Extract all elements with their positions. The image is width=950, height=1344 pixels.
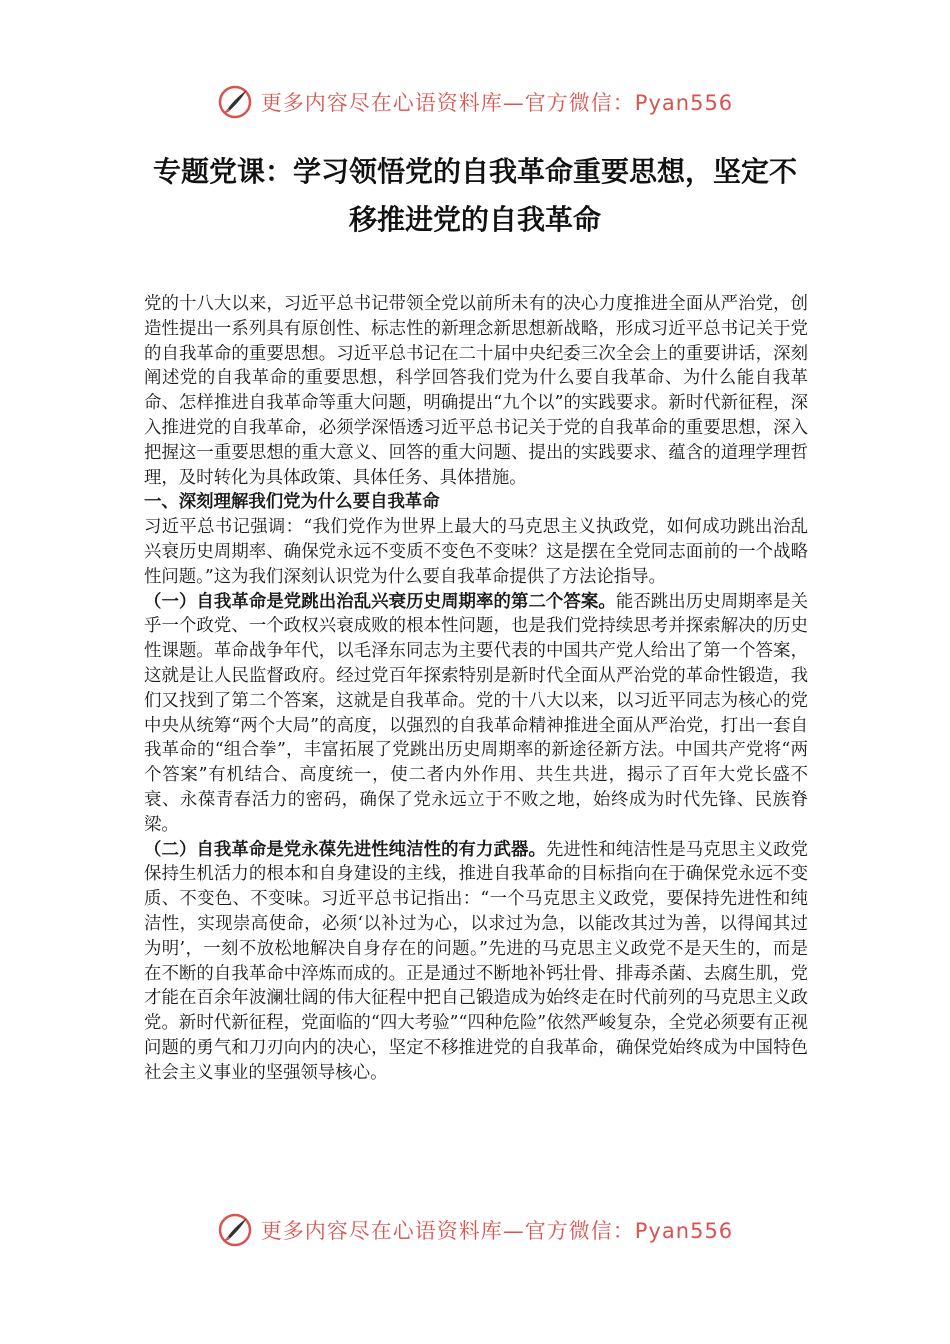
document-body (144, 292, 808, 1086)
point-2-heading: （二）自我革命是党永葆先进性纯洁性的有力武器。 (144, 839, 546, 860)
point-2-paragraph (144, 838, 808, 1086)
page-title: 专题党课：学习领悟党的自我革命重要思想，坚定不移推进党的自我革命 (152, 155, 797, 236)
watermark-text: 更多内容尽在心语资料库—官方微信：Pyan556 (260, 1219, 734, 1243)
point-1-heading: （一）自我革命是党跳出治乱兴衰历史周期率的第二个答案。 (144, 591, 616, 612)
watermark-banner-top (0, 82, 950, 122)
point-1-paragraph (144, 590, 808, 838)
watermark-banner-bottom (0, 1210, 950, 1250)
watermark-text: 更多内容尽在心语资料库—官方微信：Pyan556 (260, 91, 734, 115)
point-2-body: 先进性和纯洁性是马克思主义政党保持生机活力的根本和自身建设的主线，推进自我革命的目标指向在于确保党永远不变质、不变色、不变味。习近平总书记指出：“一个马克思主义政党，要保持先进性和纯洁性，实现崇高使命，必须‘以补过为心，以求过为急，以能改其过为善，以得闻其过为明’，一刻不放松地解决自身存在的问题。”先进的马克思主义政党不是天生的，而是在不断的自我革命中淬炼而成的。正是通过不断地补钙壮骨、排毒杀菌、去腐生肌，党才能在百余年波澜壮阔的伟大征程中把自己锻造成为始终走在时代前列的马克思主义政党。新时代新征程，党面临的“四大考验”“四种危险”依然严峻复杂，全党必须要有正视问题的勇气和刀刃向内的决心，坚定不移推进党的自我革命，确保党始终成为中国特色社会主义事业的坚强领导核心。 (144, 839, 808, 1083)
section-1-lead-paragraph: 习近平总书记强调：“我们党作为世界上最大的马克思主义执政党，如何成功跳出治乱兴衰历史周期率、确保党永远不变质不变色不变味？这是摆在全党同志面前的一个战略性问题。”这为我们深刻认识党为什么要自我革命提供了方法论指导。 (144, 517, 808, 587)
point-1-body: 能否跳出历史周期率是关乎一个政党、一个政权兴衰成败的根本性问题，也是我们党持续思考并探索解决的历史性课题。革命战争年代，以毛泽东同志为主要代表的中国共产党人给出了第一个答案，这就是让人民监督政府。经过党百年探索特别是新时代全面从严治党的革命性锻造，我们又找到了第二个答案，这就是自我革命。党的十八大以来，以习近平同志为核心的党中央从统筹“两个大局”的高度，以强烈的自我革命精神推进全面从严治党，打出一套自我革命的“组合拳”，丰富拓展了党跳出历史周期率的新途径新方法。中国共产党将“两个答案”有机结合、高度统一，使二者内外作用、共生共进，揭示了百年大党长盛不衰、永葆青春活力的密码，确保了党永远立于不败之地，始终成为时代先锋、民族脊梁。 (144, 591, 808, 835)
section-1-heading: 一、深刻理解我们党为什么要自我革命 (144, 492, 440, 513)
quill-logo-icon (217, 1212, 253, 1248)
quill-logo-icon (217, 84, 253, 120)
intro-paragraph: 党的十八大以来，习近平总书记带领全党以前所未有的决心力度推进全面从严治党，创造性提出一系列具有原创性、标志性的新理念新思想新战略，形成习近平总书记关于党的自我革命的重要思想。习近平总书记在二十届中央纪委三次全会上的重要讲话，深刻阐述党的自我革命的重要思想，科学回答我们党为什么要自我革命、为什么能自我革命、怎样推进自我革命等重大问题，明确提出“九个以”的实践要求。新时代新征程，深入推进党的自我革命，必须学深悟透习近平总书记关于党的自我革命的重要思想，深入把握这一重要思想的重大意义、回答的重大问题、提出的实践要求、蕴含的道理学理哲理，及时转化为具体政策、具体任务、具体措施。 (144, 294, 808, 488)
